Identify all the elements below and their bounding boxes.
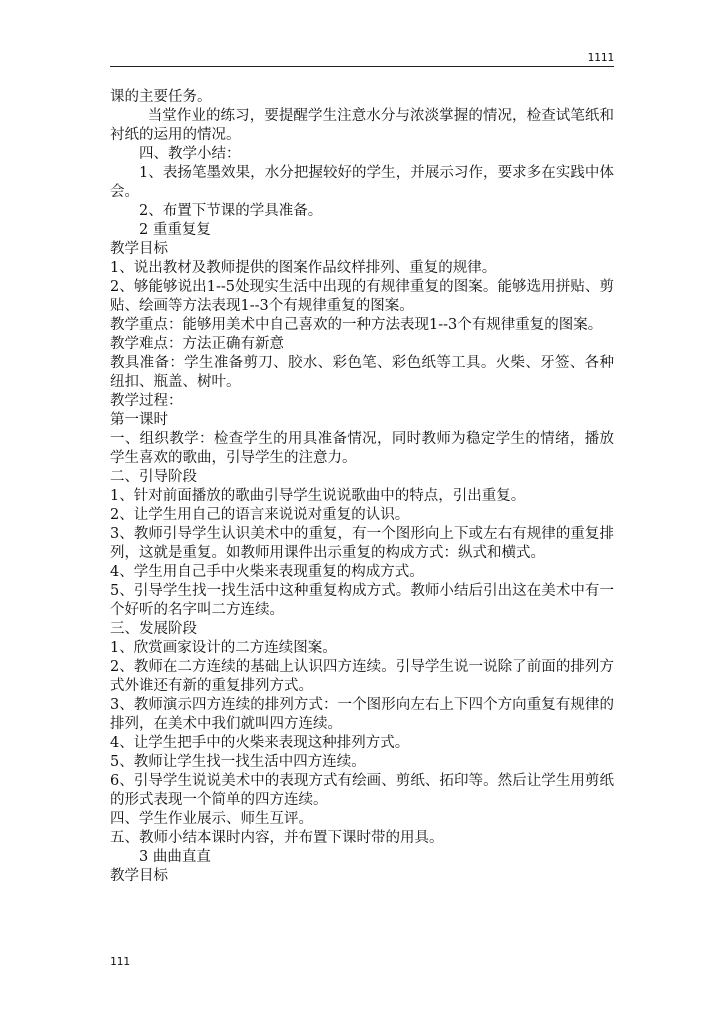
paragraph: 6、引导学生说说美术中的表现方式有绘画、剪纸、拓印等。然后让学生用剪纸的形式表现一个简单的四方连续。 (110, 773, 614, 808)
paragraph: 教学重点：能够用美术中自己喜欢的一种方法表现1--3个有规律重复的图案。 (110, 317, 603, 333)
paragraph: 1、针对前面播放的歌曲引导学生说说歌曲中的特点，引出重复。 (110, 488, 526, 504)
section-heading: 三、发展阶段 (110, 621, 197, 637)
paragraph: 5、引导学生找一找生活中这种重复构成方式。教师小结后引出这在美术中有一个好听的名字叫二方连续。 (110, 583, 614, 618)
section-heading: 教学目标 (110, 868, 168, 884)
paragraph: 一、组织教学：检查学生的用具准备情况，同时教师为稳定学生的情绪，播放学生喜欢的歌曲，引导学生的注意力。 (110, 431, 614, 466)
section-heading: 教学目标 (110, 241, 168, 257)
paragraph: 3、教师演示四方连续的排列方式：一个图形向左右上下四个方向重复有规律的排列，在美术中我们就叫四方连续。 (110, 697, 614, 732)
paragraph: 2、教师在二方连续的基础上认识四方连续。引导学生说一说除了前面的排列方式外谁还有新的重复排列方式。 (110, 659, 614, 694)
paragraph: 4、让学生把手中的火柴来表现这种排列方式。 (110, 735, 410, 751)
paragraph: 1、欣赏画家设计的二方连续图案。 (110, 640, 337, 656)
paragraph: 2、布置下节课的学具准备。 (139, 203, 323, 219)
paragraph: 四、学生作业展示、师生互评。 (110, 811, 313, 827)
header-rule (110, 66, 614, 67)
paragraph: 2、让学生用自己的语言来说说对重复的认识。 (110, 507, 410, 523)
paragraph: 2、够能够说出1--5处现实生活中出现的有规律重复的图案。能够选用拼贴、剪贴、绘画等方法表现1--3个有规律重复的图案。 (110, 279, 614, 314)
header-page-number: 1111 (587, 51, 614, 64)
paragraph: 4、学生用自己手中火柴来表现重复的构成方式。 (110, 564, 424, 580)
section-heading: 第一课时 (110, 412, 168, 428)
paragraph: 5、教师让学生找一找生活中四方连续。 (110, 754, 366, 770)
section-heading: 教学过程： (110, 393, 183, 409)
document-body (110, 88, 614, 886)
section-heading: 二、引导阶段 (110, 469, 197, 485)
paragraph: 1、表扬笔墨效果，水分把握较好的学生，并展示习作，要求多在实践中体会。 (110, 165, 614, 200)
footer-page-number: 111 (110, 955, 130, 968)
paragraph: 五、教师小结本课时内容，并布置下课时带的用具。 (110, 830, 444, 846)
lesson-title: 2 重重复复 (139, 222, 211, 238)
paragraph: 教学难点：方法正确有新意 (110, 336, 284, 352)
lesson-title: 3 曲曲直直 (139, 849, 211, 865)
paragraph: 课的主要任务。 (110, 89, 212, 105)
paragraph: 教具准备：学生准备剪刀、胶水、彩色笔、彩色纸等工具。火柴、牙签、各种纽扣、瓶盖、树叶。 (110, 355, 614, 390)
paragraph: 当堂作业的练习，要提醒学生注意水分与浓淡掌握的情况，检查试笔纸和衬纸的运用的情况。 (110, 108, 614, 143)
paragraph: 3、教师引导学生认识美术中的重复，有一个图形向上下或左右有规律的重复排列，这就是重复。如教师用课件出示重复的构成方式：纵式和横式。 (110, 526, 614, 561)
paragraph: 1、说出教材及教师提供的图案作品纹样排列、重复的规律。 (110, 260, 497, 276)
section-heading: 四、教学小结： (139, 146, 241, 162)
